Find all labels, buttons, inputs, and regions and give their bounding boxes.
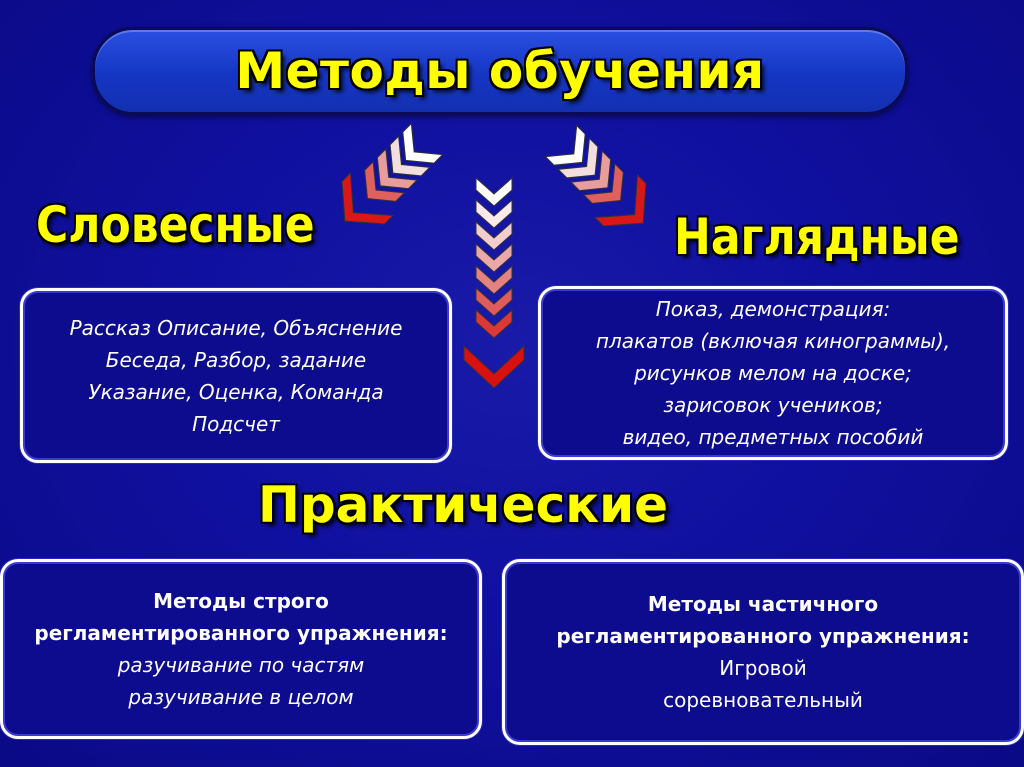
box-line: Рассказ Описание, Объяснение [69, 315, 403, 340]
visual-methods-box [538, 286, 1008, 460]
box-heading-line: регламентированного упражнения: [556, 624, 970, 648]
box-line: Указание, Оценка, Команда [88, 379, 384, 404]
heading-verbal: Словесные [36, 196, 315, 254]
box-heading-line: Методы строго [153, 589, 329, 613]
box-line: Подсчет [192, 411, 280, 436]
box-line: зарисовок учеников; [663, 393, 883, 417]
partial-exercise-box [502, 559, 1024, 745]
left-arrow-icon [324, 118, 448, 242]
heading-visual: Наглядные [674, 208, 960, 266]
box-line: Показ, демонстрация: [655, 297, 891, 321]
center-arrow-icon [464, 178, 524, 388]
box-line: рисунков мелом на доске; [634, 361, 912, 385]
box-line: разучивание в целом [128, 685, 354, 709]
box-line: Беседа, Разбор, задание [105, 347, 367, 372]
box-line: разучивание по частям [117, 653, 365, 677]
box-line: Игровой [719, 656, 807, 680]
box-line: соревновательный [663, 688, 863, 712]
strict-exercise-box [0, 559, 482, 739]
box-line: видео, предметных пособий [622, 425, 924, 449]
box-heading-line: регламентированного упражнения: [34, 621, 448, 645]
box-heading-line: Методы частичного [647, 592, 879, 616]
verbal-methods-box [20, 288, 452, 463]
page-title: Методы обучения [235, 42, 765, 100]
heading-practical: Практические [258, 476, 669, 534]
right-arrow-icon [540, 120, 664, 244]
box-line: плакатов (включая кинограммы), [595, 329, 951, 353]
